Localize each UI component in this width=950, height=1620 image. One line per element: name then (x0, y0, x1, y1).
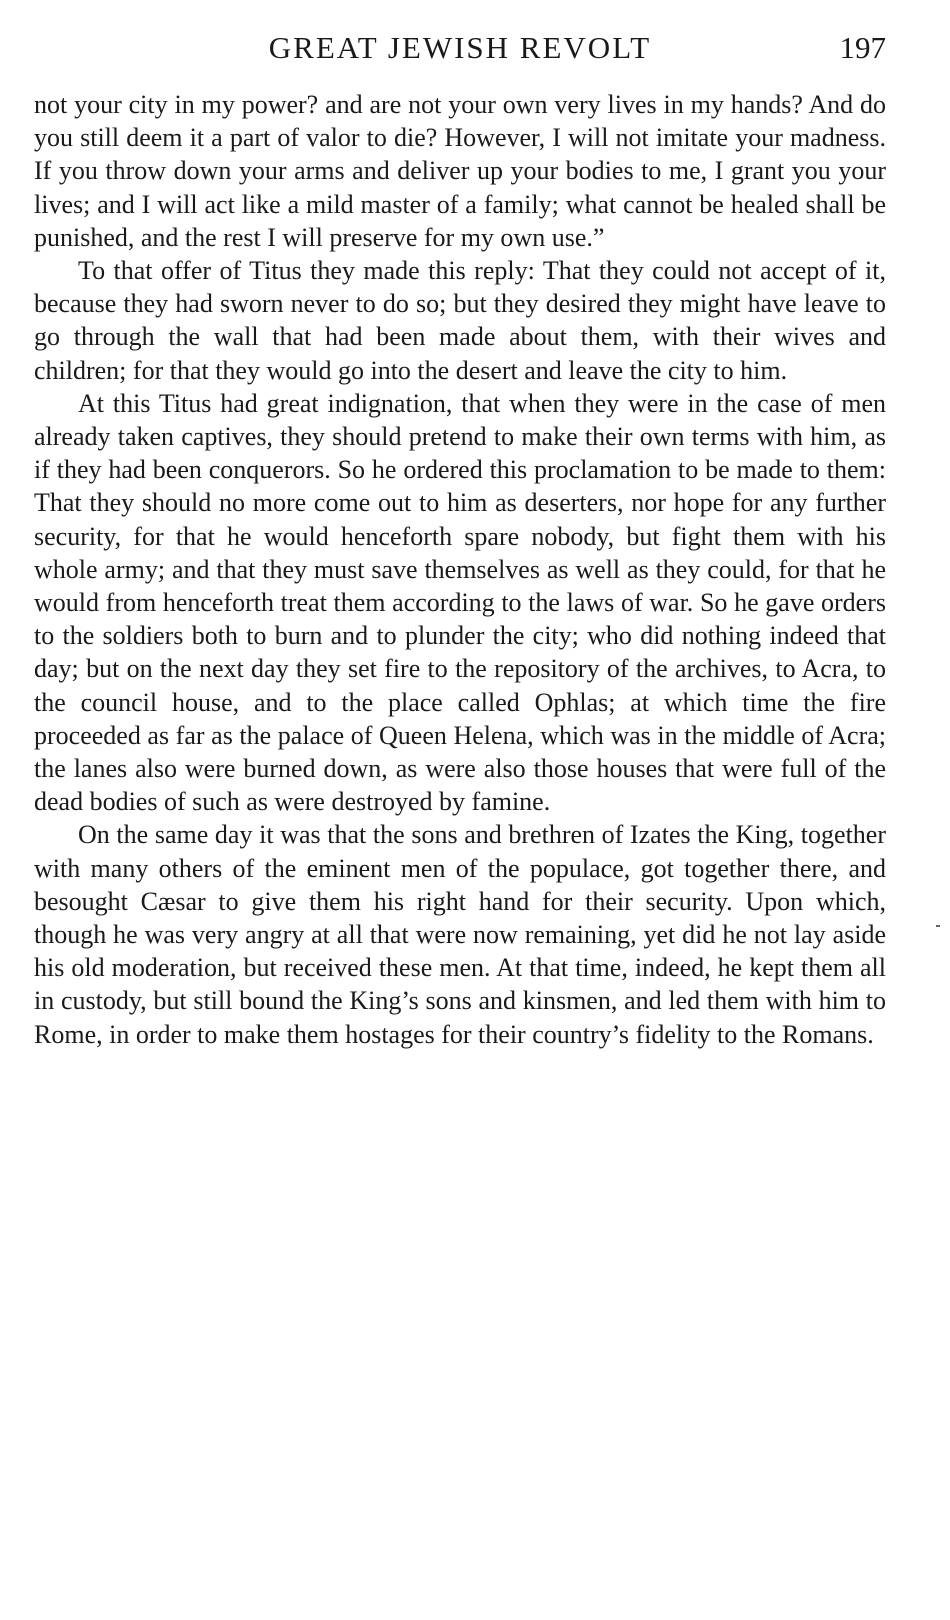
paragraph-continuation: not your city in my power? and are not your own very lives in my hands? And do you still deem it a part of valor to die? However, I will not imitate your madness. If you throw down your arms and deliver up your bodies to me, I grant you your lives; and I will act like a mild master of a family; what cannot be healed shall be punished, and the rest I will preserve for my own use.” (34, 90, 886, 252)
paragraph-izates: On the same day it was that the sons and brethren of Izates the King, together with many others of the eminent men of the populace, got together there, and besought Cæsar to give them his right hand for their security. Upon which, though he was very angry at all that were now remaining, yet did he not lay aside his old moderation, but received these men. At that time, indeed, he kept them all in custody, but still bound the King’s sons and kinsmen, and led them with him to Rome, in order to make them hostages for their country’s fidelity to the Romans. (34, 820, 886, 1049)
paragraph-proclamation: At this Titus had great indignation, that when they were in the case of men already taken captives, they should pretend to make their own terms with him, as if they had been conquerors. So he ordered this proclamation to be made to them: That they should no more come out to him as deserters, nor hope for any further security, for that he would henceforth spare nobody, but fight them with his whole army; and that they must save themselves as well as they could, for that he would from henceforth treat them according to the laws of war. So he gave orders to the soldiers both to burn and to plunder the city; who did nothing indeed that day; but on the next day they set fire to the repository of the archives, to Acra, to the council house, and to the place called Ophlas; at which time the fire proceeded as far as the palace of Queen Helena, which was in the middle of Acra; the lanes also were burned down, as were also those houses that were full of the dead bodies of such as were destroyed by famine. (34, 388, 886, 817)
running-head (34, 26, 886, 70)
paragraph-reply: To that offer of Titus they made this reply: That they could not accept of it, because they had sworn never to do so; but they desired they might have leave to go through the wall that had been made about them, with their wives and children; for that they would go into the desert and leave the city to him. (34, 256, 886, 385)
page-number: 197 (839, 30, 886, 65)
running-title: GREAT JEWISH REVOLT (268, 30, 652, 65)
margin-speck (936, 925, 940, 927)
body-text (34, 88, 886, 1051)
